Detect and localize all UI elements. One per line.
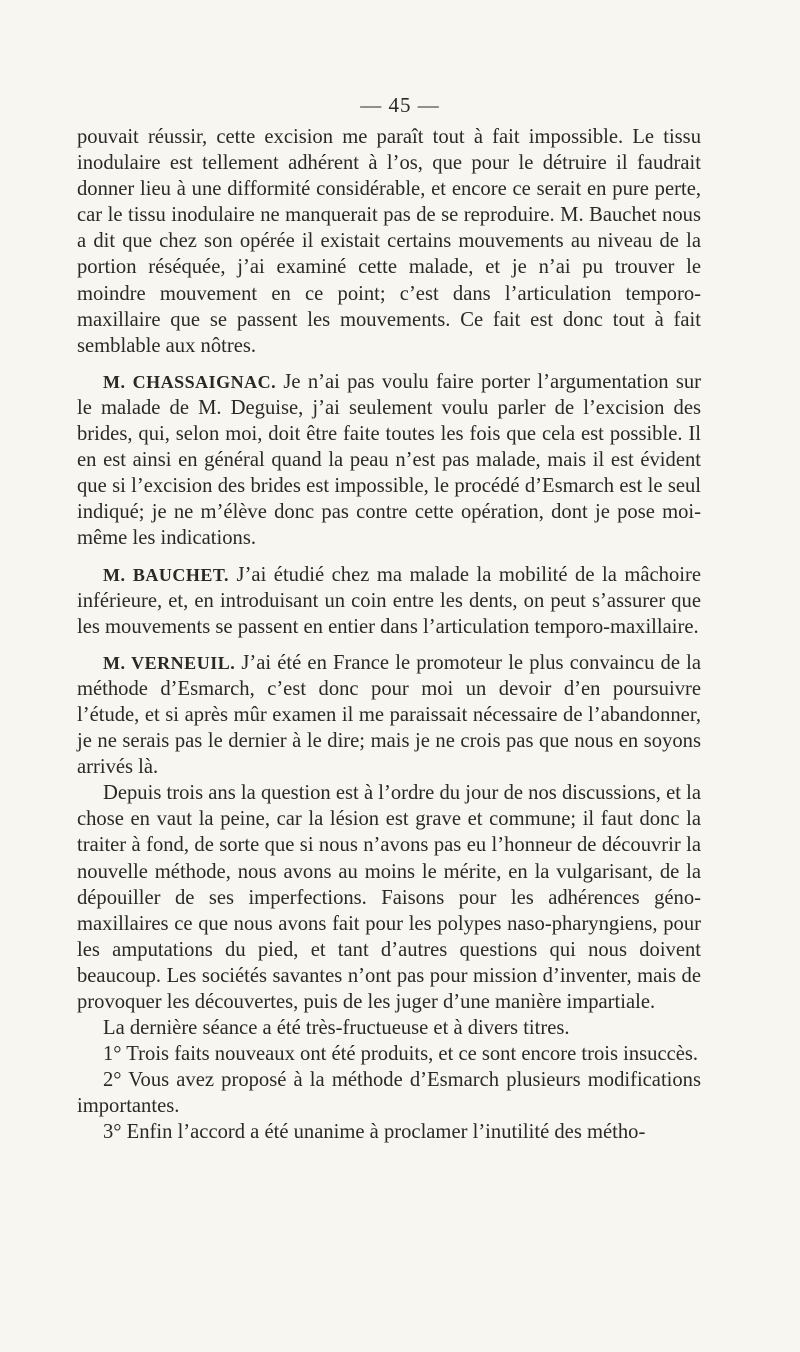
list-item-3: 3° Enfin l’accord a été unanime à proclamer l’inutilité des métho- (103, 1121, 646, 1144)
speaker-name: M. CHASSAIGNAC. (103, 371, 277, 392)
speech-text: Je n’ai pas voulu faire porter l’argumentation sur le malade de M. Deguise, j’ai seulement voulu parler de l’excision des brides, qui, selon moi, doit être faite toutes les fois que cela est possible. Il en est ainsi en général quand la peau n’est pas malade, mais il est évident que si l’excision des brides est impossible, le procédé d’Esmarch est le seul indiqué; je ne m’élève donc pas contre cette opération, dont je pose moi-même les indications. (77, 370, 702, 550)
paragraph-discussion: Depuis trois ans la question est à l’ordre du jour de nos discussions, et la chose en vaut la peine, car la lésion est grave et commune; il faut donc la traiter à fond, de sorte que si nous n’avons pas eu l’honneur de découvrir la nouvelle méthode, nous avons au moins le mérite, en la vulgarisant, de la dépouiller de ses imperfections. Faisons pour les adhérences géno-maxillaires ce que nous avons fait pour les polypes naso-pharyngiens, pour les amputations du pied, et tant d’autres questions qui nous doivent beaucoup. Les sociétés savantes n’ont pas pour mission d’inventer, mais de provoquer les découvertes, puis de les juger d’une manière impartiale. (77, 782, 701, 1013)
list-item-1: 1° Trois faits nouveaux ont été produits, et ce sont encore trois insuccès. (103, 1043, 699, 1066)
page-number: — 45 — (360, 93, 440, 117)
speaker-name: M. VERNEUIL. (103, 652, 236, 673)
speaker-name: M. BAUCHET. (103, 564, 230, 585)
speech-text: J’ai été en France le promoteur le plus convaincu de la méthode d’Esmarch, c’est donc pour moi un devoir d’en poursuivre l’étude, et si après mûr examen il me paraissait nécessaire de l’abandonner, je ne serais pas le dernier à le dire; mais je ne crois pas que nous en soyons arrivés là. (77, 651, 701, 779)
paragraph-last-session: La dernière séance a été très-fructueuse et à divers titres. (103, 1017, 570, 1040)
page-body (77, 124, 701, 1146)
paragraph-continuation: pouvait réussir, cette excision me paraît tout à fait impossible. Le tissu inodulaire est tellement adhérent à l’os, que pour le détruire il faudrait donner lieu à une difformité considérable, et encore ce serait en pure perte, car le tissu inodulaire ne manquerait pas de se reproduire. M. Bauchet nous a dit que chez son opérée il existait certains mouvements au niveau de la portion réséquée, j’ai examiné cette malade, et je n’ai pu trouver le moindre mouvement en ce point; c’est dans l’articulation temporo-maxillaire que se passent les mouvements. Ce fait est donc tout à fait semblable aux nôtres. (77, 126, 701, 357)
paragraph-verneuil (77, 650, 701, 780)
speech-text: J’ai étudié chez ma malade la mobilité de la mâchoire inférieure, et, en introduisant un coin entre les dents, on peut s’assurer que les mouvements se passent en entier dans l’articulation temporo-maxillaire. (77, 563, 701, 638)
paragraph-bauchet (77, 562, 701, 640)
paragraph-chassaignac (77, 369, 701, 552)
list-item-2: 2° Vous avez proposé à la méthode d’Esmarch plusieurs modifications importantes. (77, 1069, 701, 1118)
